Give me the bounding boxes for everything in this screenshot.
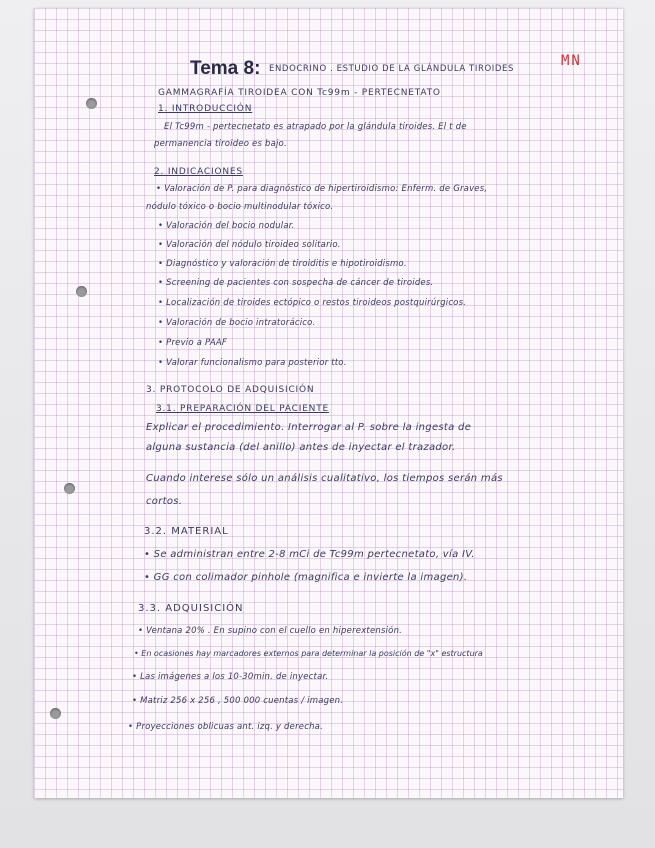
list-item: • Valoración de P. para diagnóstico de hipertiroidismo: Enferm. de Graves,: [156, 184, 488, 194]
section-heading-indicaciones: 2. INDICACIONES: [154, 167, 243, 177]
text-line: permanencia tiroideo es bajo.: [154, 139, 287, 149]
list-item: • Valoración de bocio intratorácico.: [158, 318, 316, 328]
list-item: • Previo a PAAF: [158, 338, 227, 348]
subsection-heading-material: 3.2. MATERIAL: [144, 526, 229, 537]
list-item: • Valorar funcionalismo para posterior tto.: [158, 358, 347, 368]
subsection-heading-preparacion: 3.1. PREPARACIÓN DEL PACIENTE: [156, 404, 329, 414]
list-item: • Valoración del bocio nodular.: [158, 221, 295, 231]
text-line: Explicar el procedimiento. Interrogar al P. sobre la ingesta de: [146, 422, 472, 433]
list-item: • Localización de tiroides ectópico o restos tiroideos postquirúrgicos.: [158, 298, 467, 308]
subsection-heading-adquisicion: 3.3. ADQUISICIÓN: [138, 603, 244, 614]
list-item: • Screening de pacientes con sospecha de cáncer de tiroides.: [158, 278, 434, 288]
page-subtitle: ENDOCRINO . ESTUDIO DE LA GLÁNDULA TIROIDES: [269, 64, 514, 74]
page-title: Tema 8:: [190, 58, 261, 79]
list-item: • Proyecciones oblicuas ant. izq. y derecha.: [128, 722, 323, 732]
text-line: El Tc99m - pertecnetato es atrapado por la glándula tiroides. El t de: [164, 122, 467, 132]
list-item: • Valoración del nódulo tiroideo solitario.: [158, 240, 341, 250]
author-initials: MN: [561, 53, 582, 69]
binder-hole: [64, 483, 75, 494]
list-item: • Diagnóstico y valoración de tiroiditis e hipotiroidismo.: [158, 259, 407, 269]
section-heading-introduccion: 1. INTRODUCCIÓN: [158, 104, 253, 114]
text-line: alguna sustancia (del anillo) antes de inyectar el trazador.: [146, 442, 456, 453]
topic-heading: GAMMAGRAFÍA TIROIDEA CON Tc99m - PERTECNETATO: [158, 88, 441, 98]
list-item: • Se administran entre 2-8 mCi de Tc99m pertecnetato, vía IV.: [144, 549, 475, 560]
list-item: • Ventana 20% . En supino con el cuello en hiperextensión.: [138, 626, 403, 636]
binder-hole: [76, 286, 87, 297]
section-heading-protocolo: 3. PROTOCOLO DE ADQUISICIÓN: [146, 385, 315, 395]
notebook-page: [34, 8, 623, 798]
list-item: • Las imágenes a los 10-30min. de inyectar.: [132, 672, 329, 682]
text-line: cortos.: [146, 496, 183, 507]
list-item: • GG con colimador pinhole (magnifica e invierte la imagen).: [144, 572, 468, 583]
text-line: nódulo tóxico o bocio multinodular tóxico.: [146, 202, 334, 212]
text-line: Cuando interese sólo un análisis cualitativo, los tiempos serán más: [146, 473, 503, 484]
binder-hole: [50, 708, 61, 719]
list-item: • Matriz 256 x 256 , 500 000 cuentas / imagen.: [132, 696, 344, 706]
binder-hole: [86, 98, 97, 109]
list-item: • En ocasiones hay marcadores externos para determinar la posición de "x" estructura: [134, 649, 483, 658]
